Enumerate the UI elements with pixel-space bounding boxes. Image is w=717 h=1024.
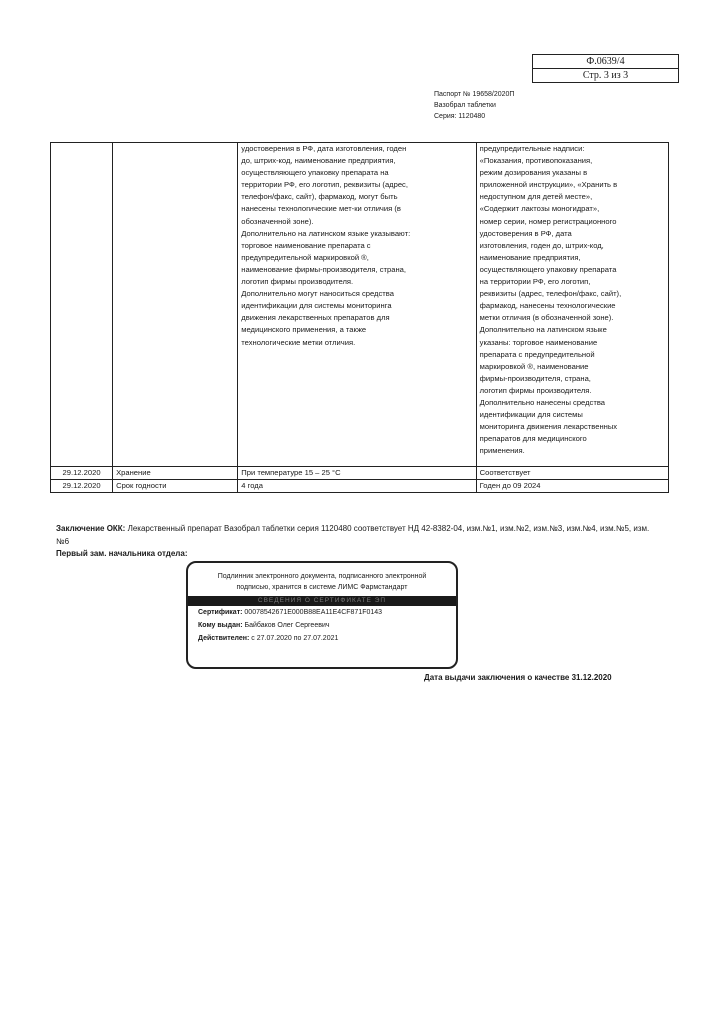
date-cell: 29.12.2020 <box>51 467 113 480</box>
table-row <box>51 143 669 467</box>
table-row <box>51 480 669 493</box>
form-code-box <box>532 54 679 83</box>
result-cell: Годен до 09 2024 <box>476 480 668 493</box>
issued-to-row <box>188 619 456 632</box>
result-cell: Соответствует <box>476 467 668 480</box>
result-text: предупредительные надписи: «Показания, противопоказания, режим дозирования указаны в приложенной инструкции», «Хранить в недоступном для детей месте», «Содержит лактозы моногидрат», номер серии, номер регистрационного удостоверения в РФ, дата изготовления, годен до, штрих-код, наименование предприятия, осуществляющего упаковку препарата на территории РФ, его логотип, реквизиты (адрес, телефон/факс, сайт), фармакод, нанесены технологические метки отличия (в обозначенной зоне). Дополнительно на латинском языке указаны: торговое наименование препарата с предупредительной маркировкой ®, наименование фирмы-производителя, страна, логотип фирмы производителя. Дополнительно нанесены средства идентификации для системы мониторинга движения лекарственных препаратов для медицинского применения. <box>479 144 622 456</box>
quality-table <box>50 142 669 493</box>
product-name: Вазобрал таблетки <box>434 102 496 109</box>
deputy-label: Первый зам. начальника отдела: <box>56 549 188 558</box>
certificate-row <box>188 606 456 619</box>
passport-header <box>434 89 514 122</box>
result-cell <box>476 143 668 467</box>
conclusion-label: Заключение ОКК: <box>56 524 126 533</box>
conclusion-block <box>56 522 656 548</box>
table-row <box>51 467 669 480</box>
requirement-cell <box>238 143 476 467</box>
parameter-cell: Хранение <box>113 467 238 480</box>
date-cell <box>51 143 113 467</box>
form-code: Ф.0639/4 <box>586 56 625 67</box>
parameter-cell <box>113 143 238 467</box>
certificate-label: Сертификат: <box>198 609 243 616</box>
requirement-text: удостоверения в РФ, дата изготовления, годен до, штрих-код, наименование предприятия, осуществляющего упаковку препарата на территории РФ, его логотип, реквизиты (адрес, телефон/факс, сайт), фармакод, могут быть нанесены технологические мет-ки отличия (в обозначенной зоне). Дополнительно на латинском языке указывают: торговое наименование препарата с предупредительной маркировкой ®, наименование фирмы-производителя, страна, логотип фирмы производителя. Дополнительно могут наноситься средства идентификации для системы мониторинга движения лекарственных препаратов для медицинского применения, а также технологические метки отличия. <box>241 144 411 347</box>
issued-to-label: Кому выдан: <box>198 622 243 629</box>
series-number: Серия: 1120480 <box>434 113 486 120</box>
page-number: Стр. 3 из 3 <box>533 68 678 82</box>
conclusion-text: Лекарственный препарат Вазобрал таблетки серия 1120480 соответствует НД 42-8382-04, изм.№1, изм.№2, изм.№3, изм.№4, изм.№5, изм.№6 <box>56 524 650 546</box>
valid-value: с 27.07.2020 по 27.07.2021 <box>251 635 339 642</box>
certificate-value: 00078542671E000B88EA11E4CF871F0143 <box>244 609 383 616</box>
signature-stamp <box>186 561 458 669</box>
date-cell: 29.12.2020 <box>51 480 113 493</box>
requirement-cell: 4 года <box>238 480 476 493</box>
valid-label: Действителен: <box>198 635 250 642</box>
parameter-cell: Срок годности <box>113 480 238 493</box>
issued-to-value: Байбаков Олег Сергеевич <box>244 622 330 629</box>
valid-row <box>188 632 456 645</box>
stamp-bar: СВЕДЕНИЯ О СЕРТИФИКАТЕ ЭП <box>188 596 456 606</box>
requirement-cell: При температуре 15 – 25 °С <box>238 467 476 480</box>
stamp-heading: Подлинник электронного документа, подписанного электронной подписью, хранится в системе ЛИМС Фармстандарт <box>217 573 427 591</box>
issue-date: Дата выдачи заключения о качестве 31.12.2020 <box>424 673 612 682</box>
passport-number: Паспорт № 19658/2020П <box>434 91 515 98</box>
